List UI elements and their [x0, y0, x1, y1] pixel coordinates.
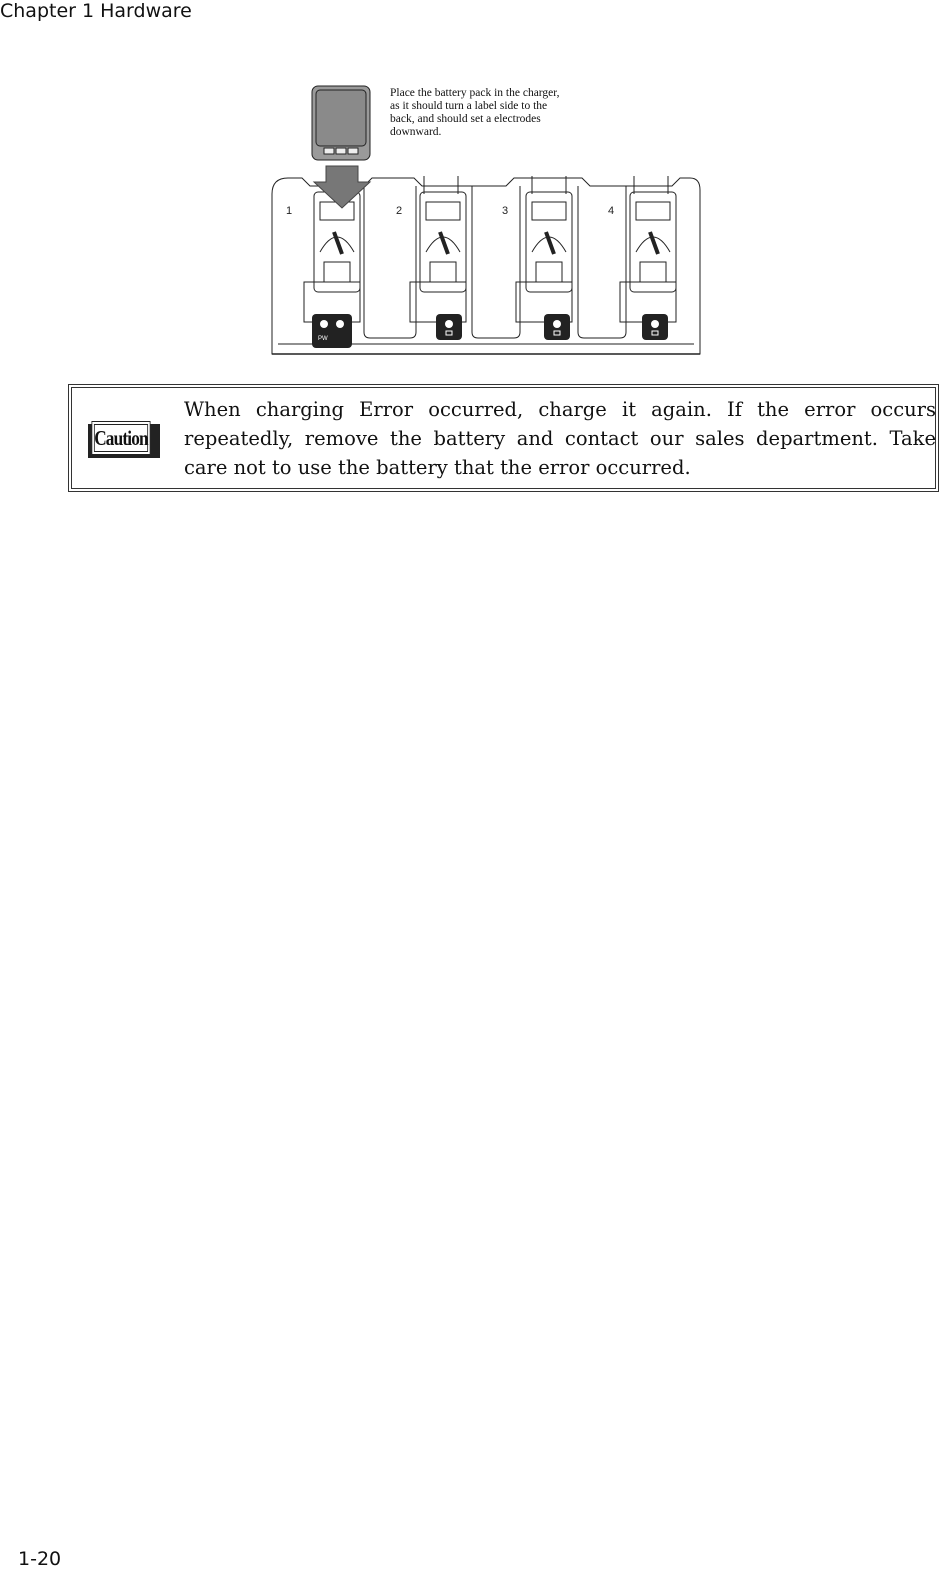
caution-label: Caution	[94, 425, 148, 450]
charger-slot-1	[304, 192, 360, 322]
charger-slot-2	[410, 176, 466, 322]
power-indicator-label: PW	[318, 336, 328, 342]
indicator-panel-3	[544, 314, 570, 340]
slot-number-3: 3	[502, 205, 509, 217]
caution-box	[68, 384, 939, 492]
slot-number-2: 2	[396, 205, 403, 217]
slot-number-1: 1	[286, 205, 293, 217]
figure-callout: Place the battery pack in the charger, as it should turn a label side to the back, and should set a electrodes downward.	[390, 87, 560, 138]
indicator-panel-1	[312, 314, 352, 348]
slot-number-4: 4	[608, 205, 615, 217]
caution-text: When charging Error occurred, charge it again. If the error occurs repeatedly, remove the battery and contact our sales department. Take care not to use the battery that the error occurred.	[184, 398, 936, 479]
indicator-panel-4	[642, 314, 668, 340]
charger-slot-3	[516, 176, 572, 322]
page-number: 1-20	[18, 1548, 62, 1570]
caution-badge	[85, 421, 157, 455]
charger-slot-4	[620, 176, 676, 322]
chapter-header: Chapter 1 Hardware	[0, 0, 192, 22]
indicator-panel-2	[436, 314, 462, 340]
battery-pack	[312, 86, 370, 160]
